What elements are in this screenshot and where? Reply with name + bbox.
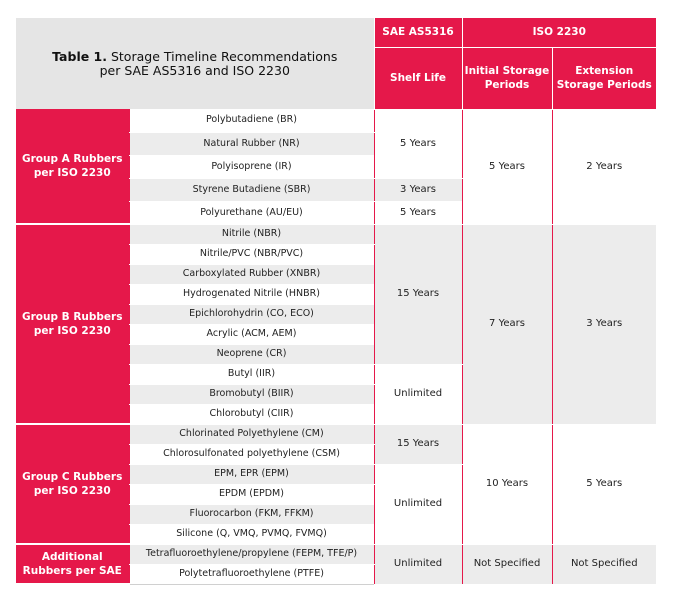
material-cell: Tetrafluoroethylene/propylene (FEPM, TFE/P) bbox=[129, 544, 374, 564]
group-b-line2: per ISO 2230 bbox=[33, 325, 111, 337]
group-a-line1: Group A Rubbers bbox=[21, 153, 123, 165]
table-title-line2: per SAE AS5316 and ISO 2230 bbox=[99, 62, 290, 78]
initial-storage-cell: 5 Years bbox=[462, 109, 552, 224]
group-b-label bbox=[16, 224, 129, 424]
extension-storage-cell: 5 Years bbox=[552, 424, 656, 544]
header-initial-line1: Initial Storage bbox=[464, 65, 550, 77]
material-cell: Polybutadiene (BR) bbox=[129, 109, 374, 132]
storage-timeline-table bbox=[16, 18, 656, 585]
table-title bbox=[16, 18, 374, 109]
shelf-life-cell: 15 Years bbox=[374, 224, 462, 364]
group-a-label bbox=[16, 109, 129, 224]
shelf-life-cell: 5 Years bbox=[374, 109, 462, 178]
group-c-line1: Group C Rubbers bbox=[22, 471, 123, 483]
material-cell: Nitrile (NBR) bbox=[129, 224, 374, 244]
extension-storage-cell: Not Specified bbox=[552, 544, 656, 584]
header-sae: SAE AS5316 bbox=[374, 18, 462, 47]
initial-storage-cell: Not Specified bbox=[462, 544, 552, 584]
initial-storage-cell: 7 Years bbox=[462, 224, 552, 424]
header-initial-line2: Periods bbox=[484, 79, 530, 91]
extension-storage-cell: 3 Years bbox=[552, 224, 656, 424]
material-cell: Silicone (Q, VMQ, PVMQ, FVMQ) bbox=[129, 524, 374, 544]
table-title-label: Table 1. bbox=[52, 48, 107, 64]
material-cell: Butyl (IIR) bbox=[129, 364, 374, 384]
header-extension-line1: Extension bbox=[575, 65, 634, 77]
material-cell: Bromobutyl (BIIR) bbox=[129, 384, 374, 404]
extension-storage-cell: 2 Years bbox=[552, 109, 656, 224]
material-cell: Chlorobutyl (CIIR) bbox=[129, 404, 374, 424]
group-d-line2: Rubbers per SAE bbox=[22, 565, 122, 577]
header-extension-line2: Storage Periods bbox=[556, 79, 652, 91]
group-c-line2: per ISO 2230 bbox=[33, 485, 111, 497]
header-iso: ISO 2230 bbox=[462, 18, 656, 47]
material-cell: Polyurethane (AU/EU) bbox=[129, 201, 374, 224]
material-cell: Chlorosulfonated polyethylene (CSM) bbox=[129, 444, 374, 464]
material-cell: Hydrogenated Nitrile (HNBR) bbox=[129, 284, 374, 304]
material-cell: EPM, EPR (EPM) bbox=[129, 464, 374, 484]
material-cell: EPDM (EPDM) bbox=[129, 484, 374, 504]
group-additional-label bbox=[16, 544, 129, 584]
material-cell: Chlorinated Polyethylene (CM) bbox=[129, 424, 374, 444]
material-cell: Styrene Butadiene (SBR) bbox=[129, 178, 374, 201]
shelf-life-cell: 15 Years bbox=[374, 424, 462, 464]
table-title-line1: Storage Timeline Recommendations bbox=[107, 48, 338, 64]
group-d-line1: Additional bbox=[41, 551, 103, 563]
material-cell: Polytetrafluoroethylene (PTFE) bbox=[129, 564, 374, 584]
material-cell: Acrylic (ACM, AEM) bbox=[129, 324, 374, 344]
header-shelf-life: Shelf Life bbox=[374, 47, 462, 109]
material-cell: Polyisoprene (IR) bbox=[129, 155, 374, 178]
group-b-line1: Group B Rubbers bbox=[22, 311, 123, 323]
shelf-life-cell: 5 Years bbox=[374, 201, 462, 224]
header-extension-storage bbox=[552, 47, 656, 109]
material-cell: Carboxylated Rubber (XNBR) bbox=[129, 264, 374, 284]
material-cell: Natural Rubber (NR) bbox=[129, 132, 374, 155]
material-cell: Fluorocarbon (FKM, FFKM) bbox=[129, 504, 374, 524]
shelf-life-cell: 3 Years bbox=[374, 178, 462, 201]
group-c-label bbox=[16, 424, 129, 544]
material-cell: Neoprene (CR) bbox=[129, 344, 374, 364]
shelf-life-cell: Unlimited bbox=[374, 464, 462, 544]
material-cell: Nitrile/PVC (NBR/PVC) bbox=[129, 244, 374, 264]
initial-storage-cell: 10 Years bbox=[462, 424, 552, 544]
header-initial-storage bbox=[462, 47, 552, 109]
group-a-line2: per ISO 2230 bbox=[33, 167, 111, 179]
material-cell: Epichlorohydrin (CO, ECO) bbox=[129, 304, 374, 324]
shelf-life-cell: Unlimited bbox=[374, 364, 462, 424]
shelf-life-cell: Unlimited bbox=[374, 544, 462, 584]
